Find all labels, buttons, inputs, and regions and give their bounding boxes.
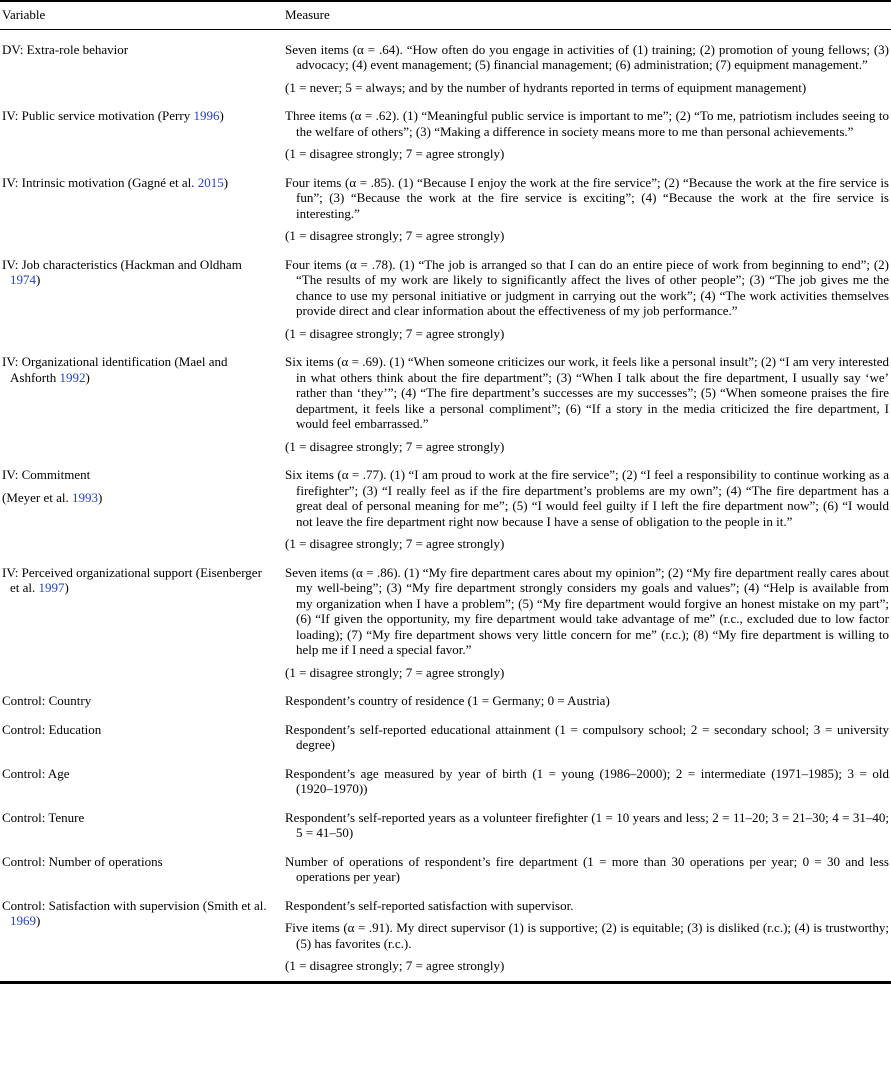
variable-cell xyxy=(0,760,283,804)
variable-label: IV: Organizational identification (Mael and Ashforth xyxy=(2,354,228,385)
table-header xyxy=(0,1,891,29)
variable-cell xyxy=(0,892,283,983)
measure-paragraph: Respondent’s country of residence (1 = Germany; 0 = Austria) xyxy=(285,693,610,708)
variable-paragraph xyxy=(2,565,271,596)
variable-label: ) xyxy=(219,108,224,123)
measure-paragraph: (1 = disagree strongly; 7 = agree strongly) xyxy=(285,146,505,161)
measure-cell xyxy=(283,102,891,169)
variable-label: IV: Intrinsic motivation (Gagné et al. xyxy=(2,174,198,190)
col-header-measure: Measure xyxy=(283,1,891,29)
measure-cell xyxy=(283,29,891,102)
variable-paragraph xyxy=(2,490,271,506)
measure-paragraph: (1 = disagree strongly; 7 = agree strongly) xyxy=(285,325,505,341)
measure-cell xyxy=(283,804,891,848)
variable-label: Control: Tenure xyxy=(2,809,85,825)
variable-paragraph xyxy=(2,108,271,124)
table-row xyxy=(0,169,891,251)
table-row xyxy=(0,251,891,349)
measure-cell xyxy=(283,559,891,688)
variable-cell xyxy=(0,559,283,688)
measure-cell xyxy=(283,169,891,251)
variable-cell xyxy=(0,848,283,892)
variable-label: ) xyxy=(85,369,90,385)
measure-paragraph: Respondent’s self-reported years as a volunteer firefighter (1 = 10 years and less; 2 = 11–20; 3 = 21–30; 4 = 31–40; 5 = 41–50) xyxy=(285,809,889,840)
variable-cell xyxy=(0,102,283,169)
table-row xyxy=(0,348,891,461)
citation-year-link[interactable]: 1996 xyxy=(193,108,220,123)
measure-paragraph: Seven items (α = .86). (1) “My fire department cares about my opinion”; (2) “My fire department really cares about my well-being”; (3) “My fire department strongly considers my goals and values”; (4) “Help is available from my organization when I have a problem”; (5) “My fire department would forgive an honest mistake on my part”; (6) “If given the opportunity, my fire department would take advantage of me” (r.c., excluded due to low factor loading); (7) “My fire department shows very little concern for me” (r.c.); (8) “My fire department is willing to help me if I need a special favor.” xyxy=(285,564,889,657)
variable-label: DV: Extra-role behavior xyxy=(2,41,129,57)
variable-label: IV: Perceived organizational support (Eisenberger et al. xyxy=(2,564,262,595)
measure-cell xyxy=(283,687,891,716)
variable-label: ) xyxy=(223,174,229,190)
variable-label: IV: Public service motivation (Perry xyxy=(2,108,194,123)
variable-cell xyxy=(0,251,283,349)
measure-paragraph: Four items (α = .85). (1) “Because I enjoy the work at the fire service”; (2) “Because the work at the fire service is fun”; (3) “Because the work at the fire service is exciting”; (4) “Because the work at the fire service is interesting.” xyxy=(285,174,889,221)
citation-year-link[interactable]: 1969 xyxy=(10,913,36,928)
measure-cell xyxy=(283,892,891,983)
measure-paragraph: (1 = disagree strongly; 7 = agree strongly) xyxy=(285,958,505,973)
table-row xyxy=(0,804,891,848)
variable-paragraph xyxy=(2,257,271,288)
variable-label: ) xyxy=(36,913,41,928)
table-row xyxy=(0,892,891,983)
variable-label: ) xyxy=(36,272,41,287)
measure-paragraph: Respondent’s age measured by year of birth (1 = young (1986–2000); 2 = intermediate (1971–1985); 3 = old (1920–1970)) xyxy=(285,765,889,796)
variable-paragraph xyxy=(2,854,271,870)
measure-paragraph: Respondent’s self-reported satisfaction with supervisor. xyxy=(285,897,574,913)
variable-paragraph xyxy=(2,722,271,738)
measure-paragraph: Four items (α = .78). (1) “The job is arranged so that I can do an entire piece of work from beginning to end”; (2) “The results of my work are likely to significantly affect the lives of other people”; (3) “The job gives me the chance to use my personal initiative or judgment in carrying out the work”; (4) “The work activities themselves provide direct and clear information about the effectiveness of my job performance.” xyxy=(285,256,889,318)
measure-paragraph: Six items (α = .69). (1) “When someone criticizes our work, it feels like a personal insult”; (2) “I am very interested in what others think about the fire department”; (3) “When I talk about the fire department, I usually say ‘we’ rather than ‘they’”; (4) “The fire department’s successes are my successes”; (5) “When someone praises the fire department, it feels like a personal compliment”; (6) “If a story in the media criticized the fire department, I would feel embarrassed.” xyxy=(285,354,889,431)
variable-cell xyxy=(0,29,283,102)
table-row xyxy=(0,29,891,102)
citation-year-link[interactable]: 1993 xyxy=(72,489,99,505)
citation-year-link[interactable]: 2015 xyxy=(197,174,224,190)
variable-cell xyxy=(0,461,283,559)
measure-paragraph: Five items (α = .91). My direct supervisor (1) is supportive; (2) is equitable; (3) is disliked (r.c.); (4) is trustworthy; (5) has favorites (r.c.). xyxy=(285,920,889,951)
header-row xyxy=(0,1,891,29)
measure-cell xyxy=(283,760,891,804)
measure-paragraph: Respondent’s self-reported educational attainment (1 = compulsory school; 2 = secondary school; 3 = university degree) xyxy=(285,721,889,752)
measure-paragraph: (1 = disagree strongly; 7 = agree strongly) xyxy=(285,536,505,551)
table-row xyxy=(0,760,891,804)
measure-paragraph: Six items (α = .77). (1) “I am proud to work at the fire service”; (2) “I feel a responsibility to continue working as a firefighter”; (3) “I really feel as if the fire department’s problems are my own”; (4) “The fire department has a great deal of personal meaning for me”; (5) “I would feel guilty if I left the fire department now”; (6) “I would not leave the fire department right now because I have a sense of obligation to the people in it.” xyxy=(285,467,889,529)
variable-label: Control: Number of operations xyxy=(2,853,163,869)
variable-cell xyxy=(0,716,283,760)
variable-label: Control: Age xyxy=(2,765,70,781)
measure-paragraph: (1 = disagree strongly; 7 = agree strongly) xyxy=(285,664,505,680)
variable-label: ) xyxy=(64,580,69,595)
table-row xyxy=(0,102,891,169)
citation-year-link[interactable]: 1997 xyxy=(38,580,65,595)
variable-cell xyxy=(0,687,283,716)
table-row xyxy=(0,559,891,688)
variable-paragraph xyxy=(2,898,271,929)
variable-label: (Meyer et al. xyxy=(2,489,73,505)
table-row xyxy=(0,687,891,716)
variable-paragraph xyxy=(2,810,271,826)
variable-paragraph xyxy=(2,42,271,58)
table-row xyxy=(0,716,891,760)
measure-paragraph: (1 = never; 5 = always; and by the number of hydrants reported in terms of equipment management) xyxy=(285,79,807,95)
measure-cell xyxy=(283,716,891,760)
variable-label: Control: Country xyxy=(2,693,92,708)
measure-paragraph: (1 = disagree strongly; 7 = agree strongly) xyxy=(285,438,505,454)
measure-paragraph: Seven items (α = .64). “How often do you engage in activities of (1) training; (2) promotion of young fellows; (3) advocacy; (4) event management; (5) financial management; (6) administration; (7) equipment management.” xyxy=(285,41,889,72)
variable-paragraph xyxy=(2,467,271,483)
measure-paragraph: Three items (α = .62). (1) “Meaningful public service is important to me”; (2) “To me, patriotism includes seeing to the welfare of others”; (3) “Making a difference in society means more to me than personal achievements.” xyxy=(285,108,889,139)
table-row xyxy=(0,461,891,559)
citation-year-link[interactable]: 1974 xyxy=(10,272,36,287)
measure-cell xyxy=(283,251,891,349)
variable-label: ) xyxy=(98,489,103,505)
measure-cell xyxy=(283,461,891,559)
variable-cell xyxy=(0,169,283,251)
variable-label: Control: Education xyxy=(2,721,102,737)
variable-paragraph xyxy=(2,766,271,782)
variable-cell xyxy=(0,804,283,848)
variable-label: IV: Job characteristics (Hackman and Oldham xyxy=(2,256,242,272)
table-row xyxy=(0,848,891,892)
variable-label: Control: Satisfaction with supervision (Smith et al. xyxy=(2,897,267,913)
measure-cell xyxy=(283,348,891,461)
variable-paragraph xyxy=(2,354,271,385)
measure-cell xyxy=(283,848,891,892)
variable-cell xyxy=(0,348,283,461)
citation-year-link[interactable]: 1992 xyxy=(59,369,86,385)
measure-paragraph: (1 = disagree strongly; 7 = agree strongly) xyxy=(285,228,505,243)
variable-paragraph xyxy=(2,693,271,709)
variable-label: IV: Commitment xyxy=(2,467,91,482)
variable-paragraph xyxy=(2,175,271,191)
col-header-variable: Variable xyxy=(0,1,283,29)
table-body xyxy=(0,29,891,982)
measure-paragraph: Number of operations of respondent’s fire department (1 = more than 30 operations per year; 0 = 30 and less operations per year) xyxy=(285,853,889,884)
